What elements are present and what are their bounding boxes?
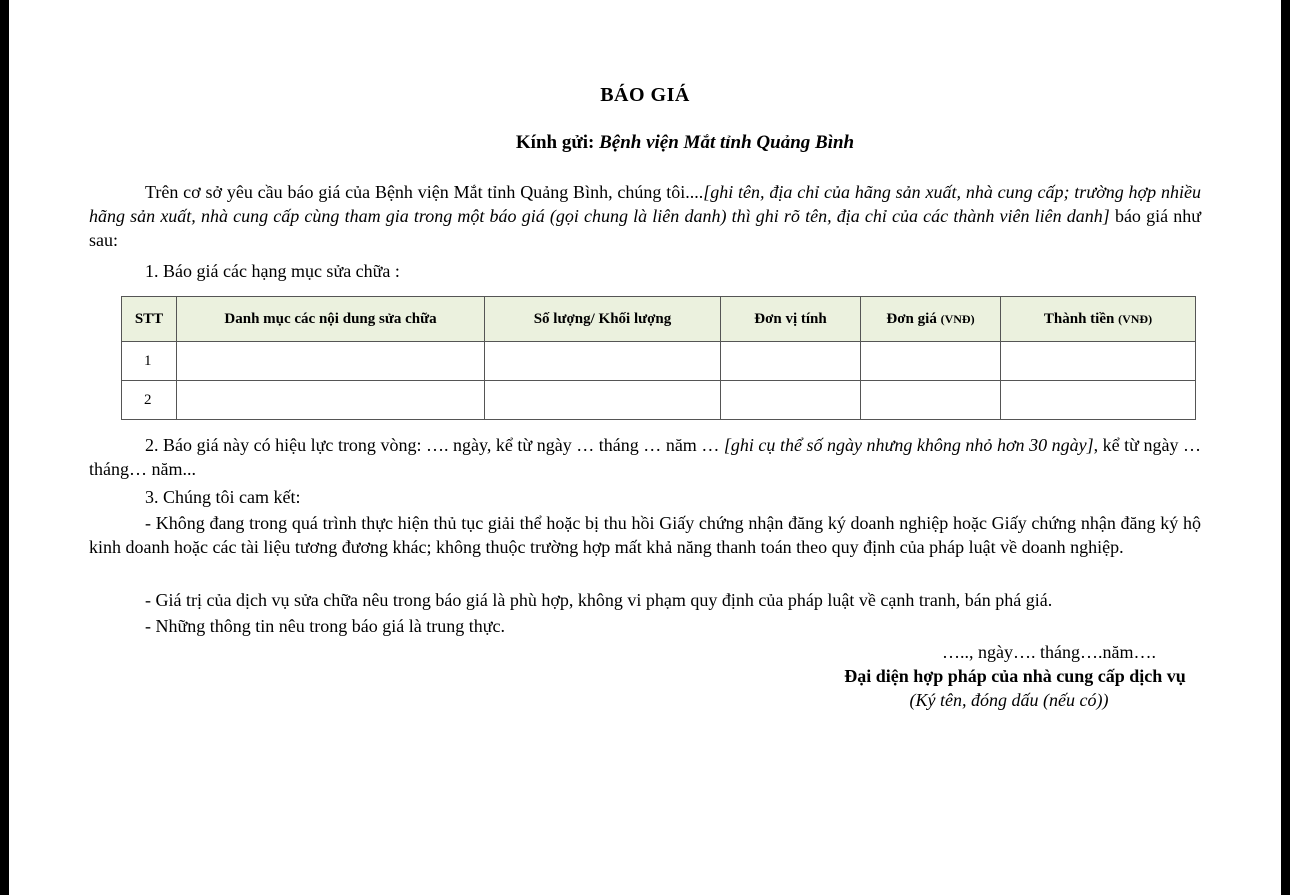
commitment-3: - Những thông tin nêu trong báo giá là trung thực. [145,616,505,636]
row-cell [861,342,1001,381]
section-1-heading: 1. Báo giá các hạng mục sửa chữa : [145,261,400,281]
header-unit-price-label: Đơn giá [886,310,937,327]
signature-note: (Ký tên, đóng dấu (nếu có)) [909,690,1109,710]
header-description: Danh mục các nội dung sửa chữa [177,297,485,342]
quote-table [121,296,1196,420]
recipient-label: Kính gửi: [515,132,600,153]
table-header-row [122,297,1196,342]
section-2-paragraph [89,433,1201,481]
row-cell [1001,342,1196,381]
recipient-line [9,132,1290,154]
header-quantity: Số lượng/ Khối lượng [485,297,721,342]
document-page [9,0,1281,895]
intro-paragraph [89,180,1201,252]
header-stt: STT [122,297,177,342]
header-total [1001,297,1196,342]
recipient-name: Bệnh viện Mắt tỉnh Quảng Bình [599,132,855,153]
section-2-text: 2. Báo giá này có hiệu lực trong vòng: …. ngày, kể từ ngày … tháng … năm … [145,435,724,455]
row-cell [1001,381,1196,420]
row-stt: 1 [122,342,177,381]
representative-title: Đại diện hợp pháp của nhà cung cấp dịch vụ [844,666,1186,686]
table-row [122,381,1196,420]
row-cell [177,381,485,420]
row-cell [177,342,485,381]
row-cell [485,381,721,420]
intro-italic-text: [ghi tên, địa chỉ của hãng sản xuất, nhà cung cấp; trường hợp nhiều hãng sản xuất, nhà cung cấp cùng tham gia trong một báo giá (gọi chung là liên danh) thì ghi rõ tên, địa chỉ của các thành viên liên danh] [89,182,1201,226]
intro-text: Trên cơ sở yêu cầu báo giá của Bệnh viện Mắt tỉnh Quảng Bình, chúng tôi.... [145,182,704,202]
row-cell [721,342,861,381]
header-total-label: Thành tiền [1043,310,1115,327]
row-stt: 2 [122,381,177,420]
table-row [122,342,1196,381]
section-3-heading: 3. Chúng tôi cam kết: [145,487,301,507]
row-cell [485,342,721,381]
intro-end-text: báo giá như sau: [89,206,1201,250]
commitment-2: - Giá trị của dịch vụ sửa chữa nêu trong báo giá là phù hợp, không vi phạm quy định của pháp luật về cạnh tranh, bán phá giá. [145,590,1053,610]
row-cell [861,381,1001,420]
date-line: ….., ngày…. tháng….năm…. [942,642,1156,662]
commitment-1: - Không đang trong quá trình thực hiện thủ tục giải thể hoặc bị thu hồi Giấy chứng nhận đăng ký doanh nghiệp hoặc Giấy chứng nhận đăng ký hộ kinh doanh hoặc các tài liệu tương đương khác; không thuộc trường hợp mất khả năng thanh toán theo quy định của pháp luật về doanh nghiệp. [89,513,1201,557]
document-title: BÁO GIÁ [600,84,690,106]
row-cell [721,381,861,420]
header-unit: Đơn vị tính [721,297,861,342]
header-unit-price [861,297,1001,342]
section-2-italic-text: [ghi cụ thể số ngày nhưng không nhỏ hơn 30 ngày] [723,435,1094,455]
header-total-currency: (VNĐ) [1118,311,1153,326]
header-unit-price-currency: (VNĐ) [940,311,975,326]
section-2-end-text: , kể từ ngày … tháng… năm... [89,435,1201,479]
